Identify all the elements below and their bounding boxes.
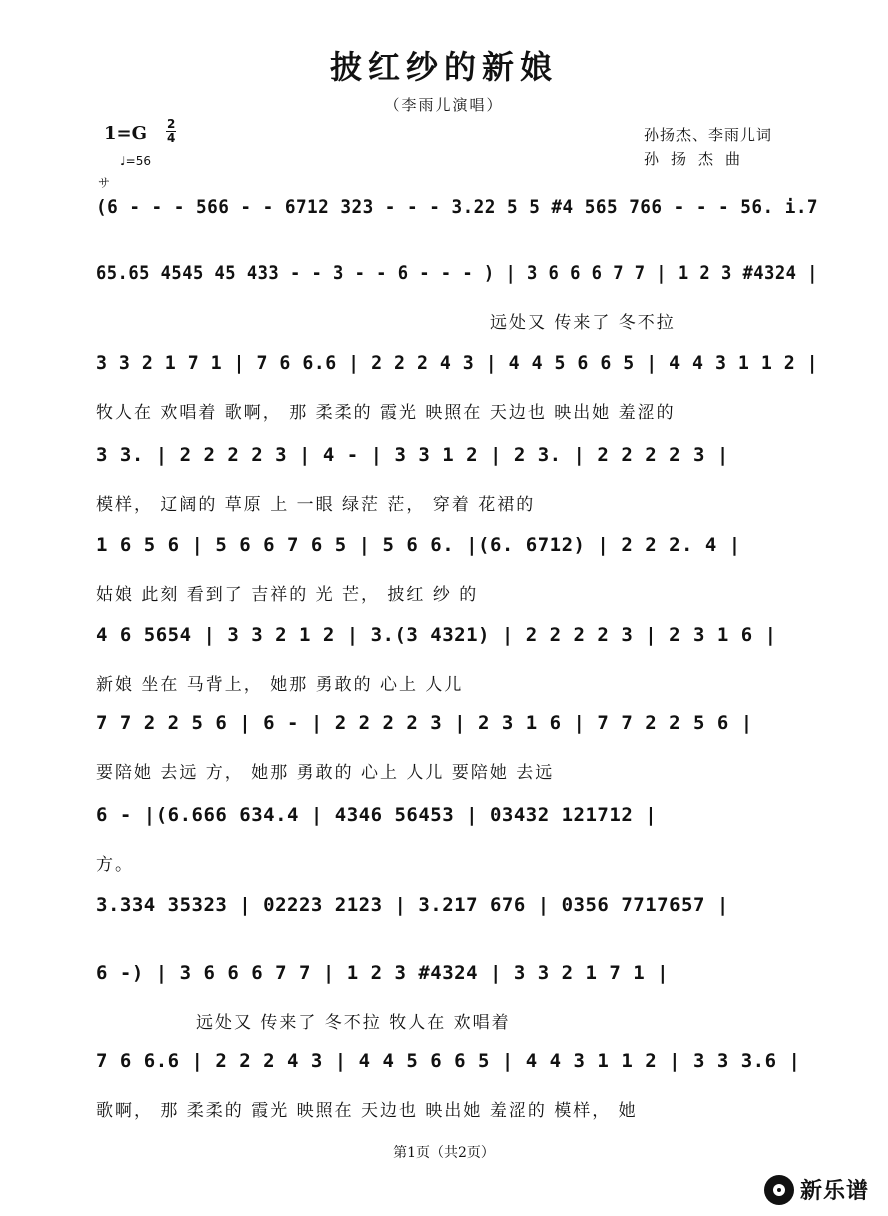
lyric-line: 模样， 辽阔的 草原 上 一眼 绿茫 茫， 穿着 花裙的 <box>96 495 536 515</box>
lyric-line: 要陪她 去远 方， 她那 勇敢的 心上 人儿 要陪她 去远 <box>96 763 555 783</box>
notation-line: 6 - |(6.666 634.4 | 4346 56453 | 03432 121712 | <box>96 804 658 826</box>
lyric-line: 方。 <box>96 855 134 875</box>
meter-top: 2 <box>167 117 176 131</box>
site-logo <box>764 1174 869 1205</box>
meter-bottom: 4 <box>167 131 176 145</box>
disc-icon <box>764 1175 794 1205</box>
notation-line: 1 6 5 6 | 5 6 6 7 6 5 | 5 6 6. |(6. 6712) | 2 2 2. 4 | <box>96 534 741 556</box>
tempo-mark: ♩=56 <box>120 154 151 168</box>
key-signature: 1=G <box>104 123 147 144</box>
lyricist-credit: 孙扬杰、李雨儿词 <box>644 126 773 144</box>
lyric-line: 远处又 传来了 冬不拉 <box>490 313 676 333</box>
notation-line: 3.334 35323 | 02223 2123 | 3.217 676 | 0356 7717657 | <box>96 894 729 916</box>
notation-line: 7 6 6.6 | 2 2 2 4 3 | 4 4 5 6 6 5 | 4 4 3 1 1 2 | 3 3 3.6 | <box>96 1050 801 1072</box>
lyric-line: 牧人在 欢唱着 歌啊， 那 柔柔的 霞光 映照在 天边也 映出她 羞涩的 <box>96 403 676 423</box>
notation-line: 7 7 2 2 5 6 | 6 - | 2 2 2 2 3 | 2 3 1 6 | 7 7 2 2 5 6 | <box>96 712 753 734</box>
page-footer: 第1页（共2页） <box>393 1145 495 1161</box>
logo-text: 新乐谱 <box>800 1179 870 1204</box>
notation-line: 3 3. | 2 2 2 2 3 | 4 - | 3 3 1 2 | 2 3. | 2 2 2 2 3 | <box>96 444 729 466</box>
lyric-line: 远处又 传来了 冬不拉 牧人在 欢唱着 <box>196 1013 511 1033</box>
free-tempo-mark: サ <box>98 176 111 190</box>
lyric-line: 姑娘 此刻 看到了 吉祥的 光 芒， 披红 纱 的 <box>96 585 479 605</box>
lyric-line: 歌啊， 那 柔柔的 霞光 映照在 天边也 映出她 羞涩的 模样， 她 <box>96 1101 638 1121</box>
notation-line: 3 3 2 1 7 1 | 7 6 6.6 | 2 2 2 4 3 | 4 4 5 6 6 5 | 4 4 3 1 1 2 | <box>96 352 819 374</box>
notation-line: 6 -) | 3 6 6 6 7 7 | 1 2 3 #4324 | 3 3 2 1 7 1 | <box>96 962 670 984</box>
subtitle: （李雨儿演唱） <box>384 96 504 114</box>
notation-line: (6 - - - 566 - - 6712 323 - - - 3.22 5 5 #4 565 766 - - - 56. i.7 <box>96 196 819 218</box>
composer-credit: 孙扬杰曲 <box>644 150 753 168</box>
lyric-line: 新娘 坐在 马背上， 她那 勇敢的 心上 人儿 <box>96 675 464 695</box>
time-signature <box>166 118 176 145</box>
notation-line: 4 6 5654 | 3 3 2 1 2 | 3.(3 4321) | 2 2 2 2 3 | 2 3 1 6 | <box>96 624 777 646</box>
notation-line: 65.65 4545 45 433 - - 3 - - 6 - - - ) | 3 6 6 6 7 7 | 1 2 3 #4324 | <box>96 262 818 284</box>
page-title: 披红纱的新娘 <box>329 48 558 86</box>
